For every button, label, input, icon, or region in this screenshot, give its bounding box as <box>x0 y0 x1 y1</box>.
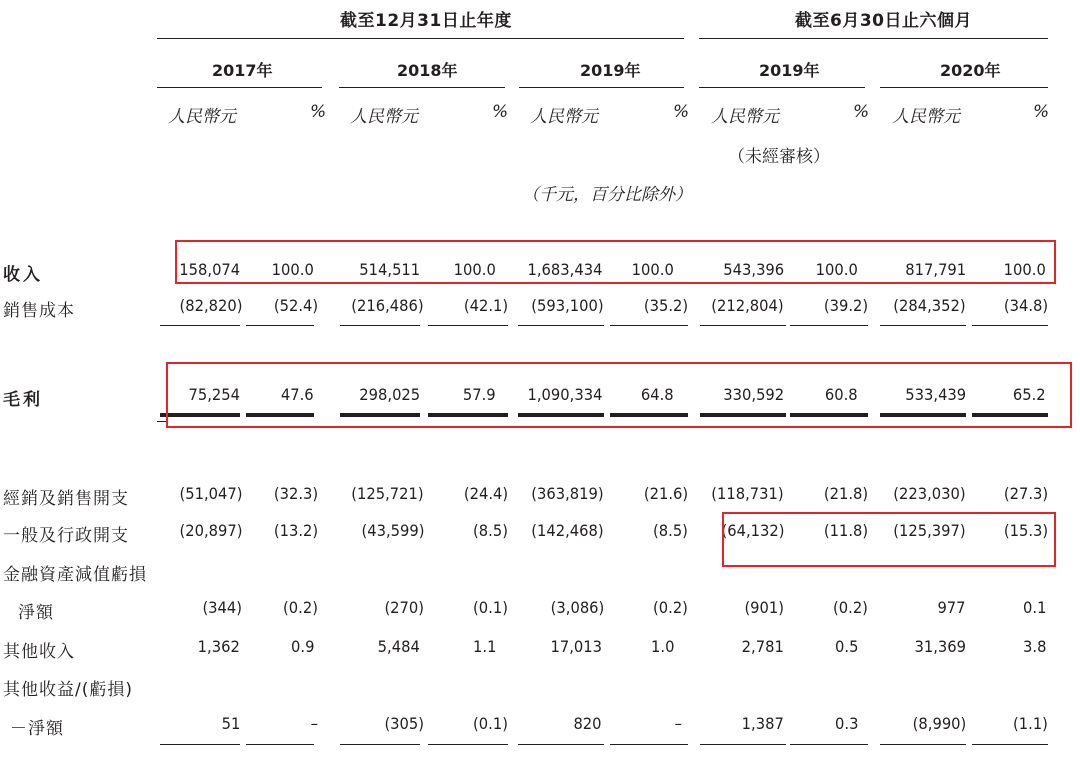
highlight-box-admin-expenses <box>722 512 1056 567</box>
table-cell: (118,731) <box>711 484 784 503</box>
unit-pct-1: % <box>310 102 327 122</box>
subtotal-rule <box>610 325 688 326</box>
table-cell: 100.0 <box>453 260 496 279</box>
header-group-annual: 截至12月31日止年度 <box>340 11 512 31</box>
table-cell: 0.1 <box>1022 598 1046 617</box>
table-cell: (305) <box>384 714 424 733</box>
subtotal-rule <box>700 325 786 326</box>
table-cell: (284,352) <box>893 296 966 315</box>
table-cell: (3,086) <box>550 598 604 617</box>
year-header-2020: 2020年 <box>940 61 1001 80</box>
row-label-admin-expenses: 一般及行政開支 <box>3 526 129 546</box>
table-cell: (8,990) <box>912 714 966 733</box>
year-header-2019: 2019年 <box>580 61 641 80</box>
table-cell: (39.2) <box>823 296 868 315</box>
row-label-cost-of-sales: 銷售成本 <box>3 301 75 321</box>
unit-rmb-2: 人民幣元 <box>350 107 418 127</box>
table-cell: 75,254 <box>188 385 240 404</box>
unit-rmb-3: 人民幣元 <box>530 107 598 127</box>
table-cell: (8.5) <box>653 521 688 540</box>
subtotal-rule <box>428 325 508 326</box>
unit-pct-4: % <box>853 102 870 122</box>
table-cell: 65.2 <box>1013 385 1046 404</box>
table-cell: 817,791 <box>905 260 966 279</box>
subtotal-rule <box>790 325 868 326</box>
table-cell: 330,592 <box>723 385 784 404</box>
table-cell: (0.1) <box>473 714 508 733</box>
table-cell: (1.1) <box>1013 714 1048 733</box>
table-cell: 64.8 <box>641 385 674 404</box>
table-cell: (216,486) <box>351 296 424 315</box>
table-cell: (24.4) <box>463 484 508 503</box>
table-cell: 17,013 <box>550 637 602 656</box>
row-label-other-gains-net: －淨額 <box>10 719 64 739</box>
row-label-impairment: 金融資產減值虧損 <box>3 565 147 585</box>
table-cell: 1.0 <box>650 637 674 656</box>
table-cell: 298,025 <box>359 385 420 404</box>
unit-rmb-4: 人民幣元 <box>711 107 779 127</box>
table-cell: 533,439 <box>905 385 966 404</box>
table-cell: (51,047) <box>179 484 242 503</box>
table-cell: (42.1) <box>463 296 508 315</box>
subtotal-rule <box>700 744 786 745</box>
table-cell: (52.4) <box>273 296 318 315</box>
table-cell: (27.3) <box>1003 484 1048 503</box>
year-rule-2019 <box>519 87 684 88</box>
table-cell: 100.0 <box>1003 260 1046 279</box>
table-cell: 1,362 <box>197 637 240 656</box>
year-header-2018: 2018年 <box>397 61 458 80</box>
table-cell: (125,721) <box>351 484 424 503</box>
subtotal-rule <box>790 744 868 745</box>
header-group-interim: 截至6月30日止六個月 <box>795 11 972 31</box>
table-cell: (21.6) <box>643 484 688 503</box>
table-cell: 977 <box>937 598 966 617</box>
unit-pct-2: % <box>492 102 509 122</box>
year-rule-2020 <box>880 87 1048 88</box>
highlight-box-revenue <box>175 240 1056 284</box>
row-label-distribution-expenses: 經銷及銷售開支 <box>3 489 129 509</box>
table-cell: (363,819) <box>531 484 604 503</box>
subtotal-rule <box>972 744 1048 745</box>
row-label-impairment-net: 淨額 <box>18 603 54 623</box>
table-cell: 0.5 <box>834 637 858 656</box>
table-cell: 158,074 <box>179 260 240 279</box>
subtotal-rule <box>610 744 688 745</box>
table-cell: 1,090,334 <box>527 385 602 404</box>
subtotal-rule <box>246 325 314 326</box>
table-cell: (8.5) <box>473 521 508 540</box>
row-label-gross-profit: 毛利 <box>3 390 43 410</box>
subtotal-rule <box>246 744 314 745</box>
table-cell: 57.9 <box>463 385 496 404</box>
row-label-other-gains: 其他收益/(虧損) <box>3 680 133 700</box>
subtotal-rule <box>160 325 240 326</box>
table-cell: 1,683,434 <box>527 260 602 279</box>
table-cell: 47.6 <box>281 385 314 404</box>
table-cell: 5,484 <box>377 637 420 656</box>
table-cell: (34.8) <box>1003 296 1048 315</box>
unit-rmb-5: 人民幣元 <box>892 107 960 127</box>
table-cell: 60.8 <box>825 385 858 404</box>
subtotal-rule <box>880 325 966 326</box>
table-cell: (0.1) <box>473 598 508 617</box>
unaudited-note: （未經審核） <box>728 147 830 167</box>
header-group-interim-rule <box>699 38 1048 39</box>
year-header-2017: 2017年 <box>212 61 273 80</box>
table-cell: (82,820) <box>179 296 242 315</box>
table-cell: (13.2) <box>273 521 318 540</box>
table-cell: (125,397) <box>893 521 966 540</box>
table-cell: (0.2) <box>833 598 868 617</box>
highlight-box-gross-profit <box>166 362 1072 428</box>
table-cell: 31,369 <box>914 637 966 656</box>
subtotal-rule <box>518 325 604 326</box>
table-cell: (32.3) <box>273 484 318 503</box>
subtotal-rule <box>160 744 240 745</box>
table-cell: 100.0 <box>815 260 858 279</box>
table-cell: (20,897) <box>179 521 242 540</box>
table-cell: (0.2) <box>283 598 318 617</box>
table-cell: (21.8) <box>823 484 868 503</box>
table-cell: (35.2) <box>643 296 688 315</box>
unit-pct-5: % <box>1033 102 1050 122</box>
row-label-other-income: 其他收入 <box>3 642 75 662</box>
table-cell: (212,804) <box>711 296 784 315</box>
table-cell: (344) <box>202 598 242 617</box>
year-rule-2017 <box>157 87 322 88</box>
table-cell: (0.2) <box>653 598 688 617</box>
table-cell: 0.9 <box>290 637 314 656</box>
year-rule-2019-interim <box>699 87 865 88</box>
table-cell: 1,387 <box>741 714 784 733</box>
table-cell: (11.8) <box>823 521 868 540</box>
table-cell: (901) <box>744 598 784 617</box>
subtotal-rule <box>518 744 604 745</box>
table-cell: – <box>310 714 318 733</box>
unit-pct-3: % <box>673 102 690 122</box>
table-cell: 3.8 <box>1022 637 1046 656</box>
table-cell: 0.3 <box>834 714 858 733</box>
unit-rmb-1: 人民幣元 <box>168 107 236 127</box>
table-cell: – <box>674 714 682 733</box>
header-group-annual-rule <box>157 38 684 39</box>
table-cell: (15.3) <box>1003 521 1048 540</box>
table-cell: 100.0 <box>631 260 674 279</box>
table-cell: (43,599) <box>361 521 424 540</box>
year-header-2019-interim: 2019年 <box>759 61 820 80</box>
year-rule-2018 <box>339 87 505 88</box>
table-cell: 1.1 <box>472 637 496 656</box>
subtotal-rule <box>880 744 966 745</box>
table-cell: 543,396 <box>723 260 784 279</box>
row-label-revenue: 收入 <box>3 265 43 285</box>
table-cell: (270) <box>384 598 424 617</box>
table-cell: (142,468) <box>531 521 604 540</box>
table-cell: 514,511 <box>359 260 420 279</box>
table-cell: (223,030) <box>893 484 966 503</box>
table-cell: 100.0 <box>271 260 314 279</box>
table-cell: 820 <box>573 714 602 733</box>
table-cell: (593,100) <box>531 296 604 315</box>
subtotal-rule <box>340 744 420 745</box>
table-cell: 51 <box>221 714 240 733</box>
table-cell: (64,132) <box>721 521 784 540</box>
subtotal-rule <box>972 325 1048 326</box>
thousands-note: （千元，百分比除外） <box>522 185 692 205</box>
table-cell: 2,781 <box>741 637 784 656</box>
subtotal-rule <box>340 325 420 326</box>
subtotal-rule <box>428 744 508 745</box>
